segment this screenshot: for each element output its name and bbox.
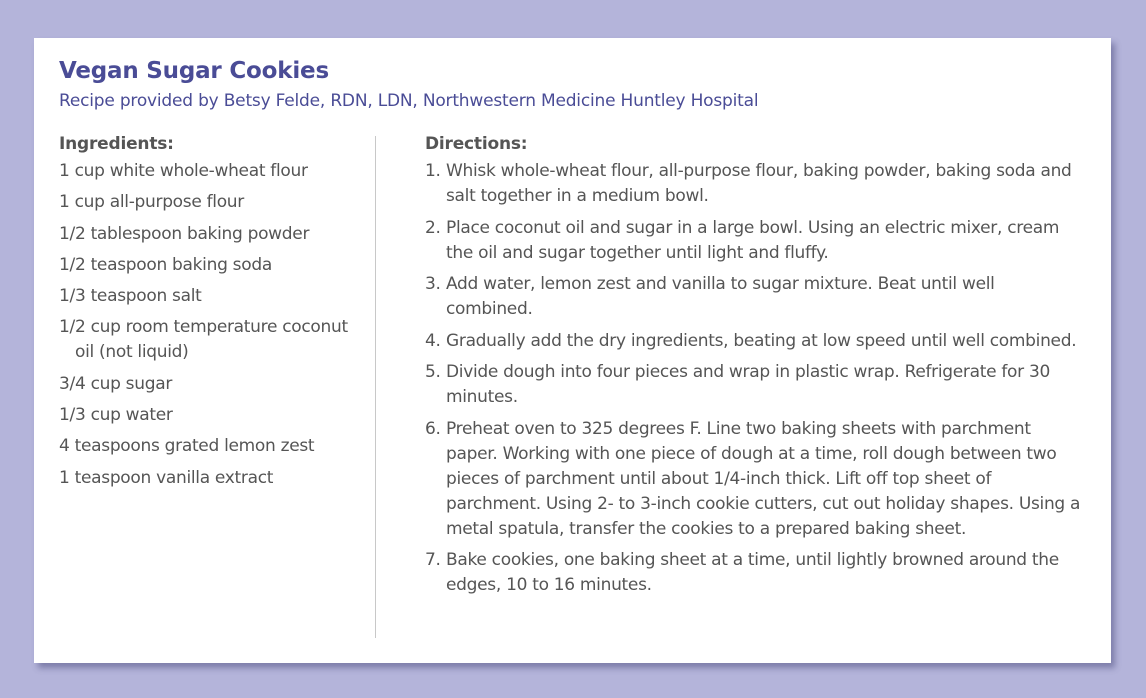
ingredients-list [59,159,359,491]
direction-step [425,329,1085,354]
ingredient-item: 1 teaspoon vanilla extract [59,467,274,488]
step-number: 1. [425,161,441,181]
directions-section [425,134,1085,605]
ingredient-item: 1/3 teaspoon salt [59,286,202,307]
direction-step [425,272,1085,322]
recipe-card [34,38,1111,663]
step-number: 3. [425,274,441,294]
ingredient-item: 1/2 teaspoon baking soda [59,254,272,275]
ingredient-item: 1/3 cup water [59,405,173,426]
step-text: Whisk whole-wheat flour, all-purpose flour, baking powder, baking soda and salt together in a medium bowl. [446,161,1072,206]
directions-list [425,159,1085,598]
step-text: Gradually add the dry ingredients, beating at low speed until well combined. [446,330,1077,351]
direction-step [425,159,1085,209]
direction-step [425,216,1085,266]
direction-step [425,548,1085,598]
step-number: 2. [425,217,441,238]
direction-step [425,360,1085,410]
step-text: Divide dough into four pieces and wrap in plastic wrap. Refrigerate for 30 minutes. [446,362,1050,407]
directions-heading: Directions: [425,134,528,154]
step-number: 5. [425,362,441,382]
step-text: Add water, lemon zest and vanilla to sugar mixture. Beat until well combined. [446,274,995,319]
ingredient-item: 1/2 cup room temperature coconut oil (not liquid) [59,317,348,363]
ingredient-item: 1 cup white whole-wheat flour [59,161,308,181]
step-text: Preheat oven to 325 degrees F. Line two baking sheets with parchment paper. Working with one piece of dough at a time, roll dough between two pieces of parchment until about 1/4-inch thick. Lift off top sheet of parchment. Using 2- to 3-inch cookie cutters, cut out holiday shapes. Using a metal spatula, transfer the cookies to a prepared baking sheet. [446,418,1081,539]
step-number: 4. [425,330,441,351]
ingredient-item: 4 teaspoons grated lemon zest [59,436,315,457]
step-number: 7. [425,550,441,570]
step-text: Bake cookies, one baking sheet at a time, until lightly browned around the edges, 10 to 16 minutes. [446,550,1059,595]
step-text: Place coconut oil and sugar in a large bowl. Using an electric mixer, cream the oil and sugar together until light and fluffy. [446,217,1060,263]
recipe-subtitle: Recipe provided by Betsy Felde, RDN, LDN, Northwestern Medicine Huntley Hospital [59,91,759,111]
ingredients-heading: Ingredients: [59,134,174,154]
direction-step [425,417,1085,542]
ingredient-item: 3/4 cup sugar [59,373,173,394]
ingredient-item: 1 cup all-purpose flour [59,192,244,213]
recipe-title: Vegan Sugar Cookies [59,58,329,84]
ingredients-section [59,134,359,497]
ingredient-item: 1/2 tablespoon baking powder [59,223,310,244]
step-number: 6. [425,418,441,439]
column-divider [375,136,376,638]
